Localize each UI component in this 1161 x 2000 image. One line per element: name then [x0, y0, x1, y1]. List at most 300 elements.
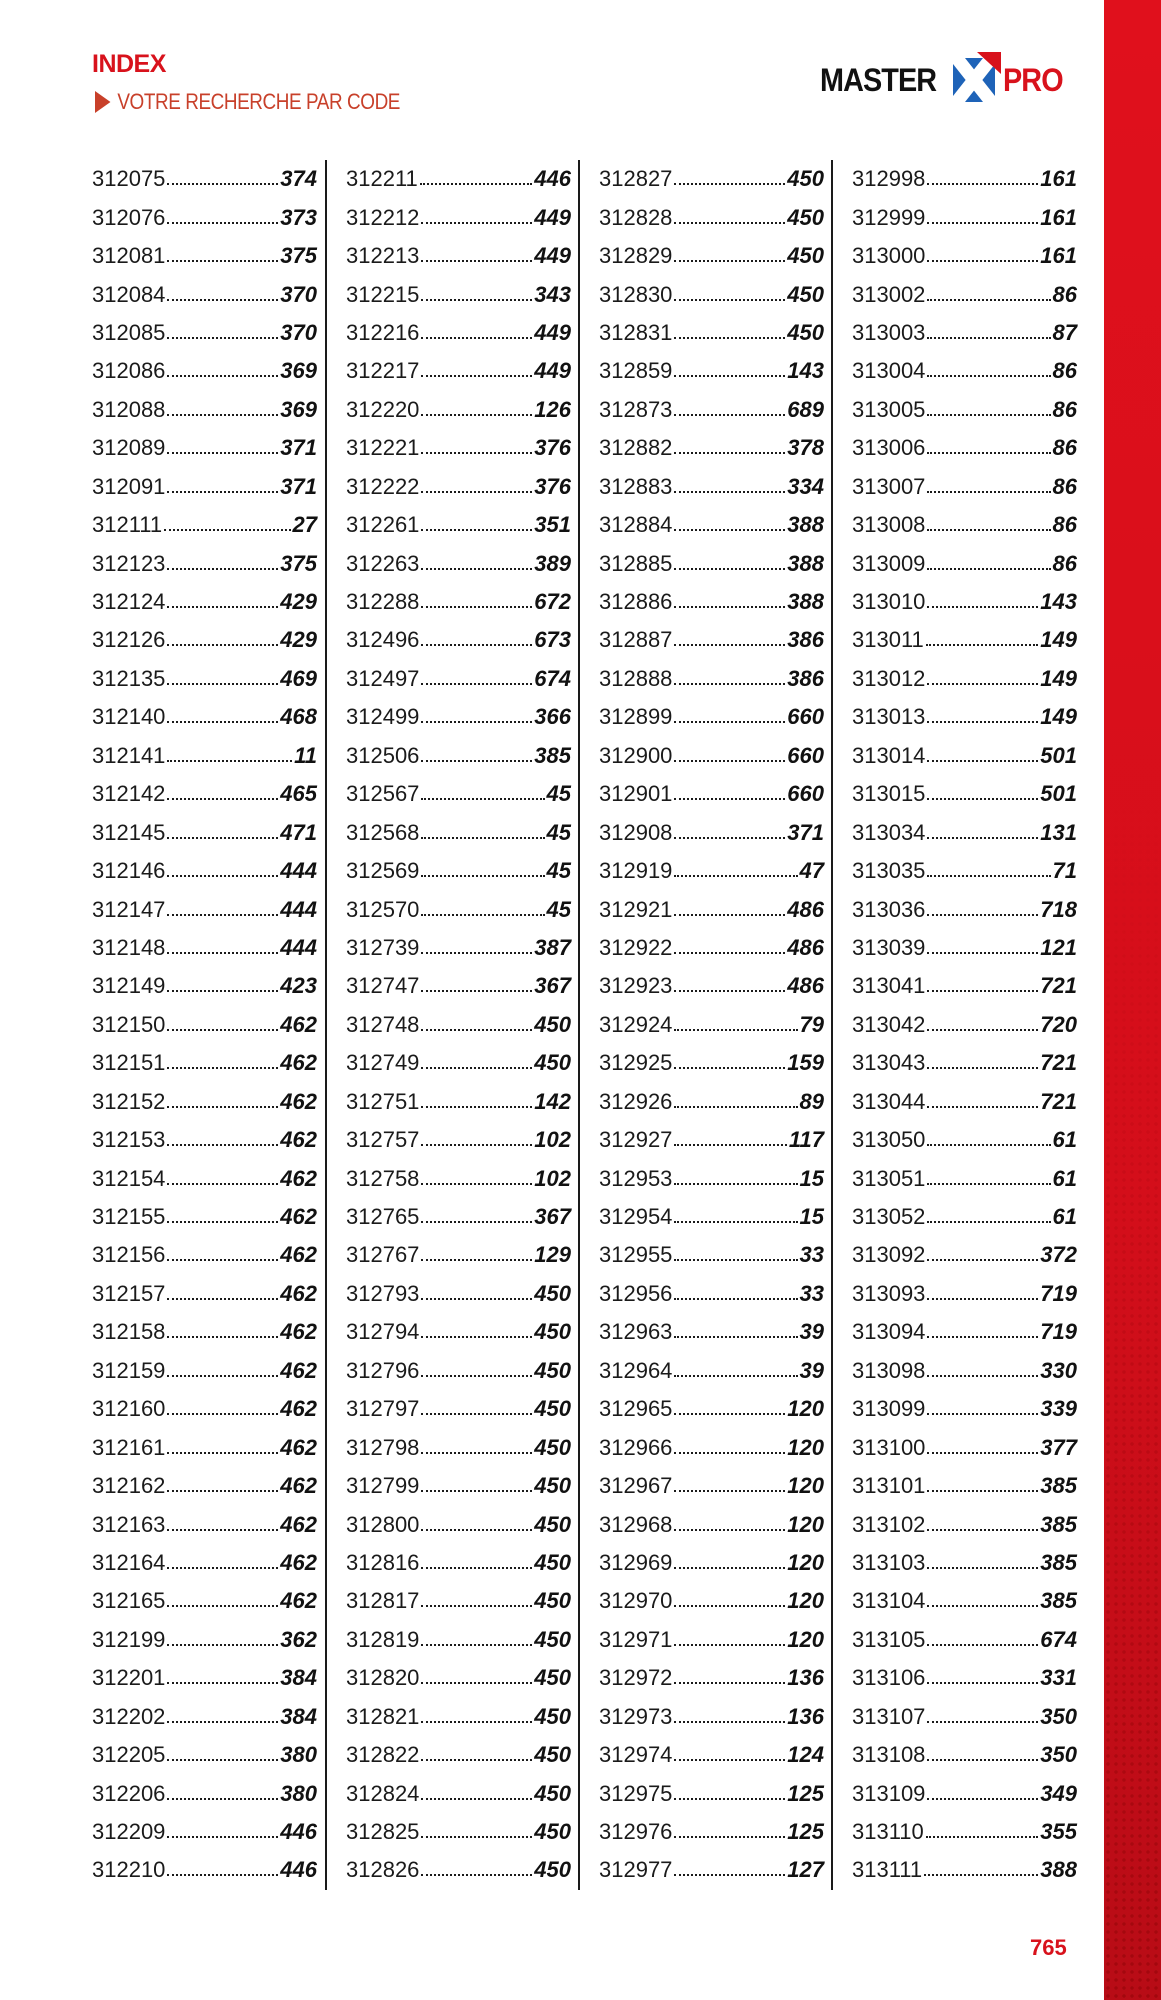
page-reference: 389 [534, 550, 571, 576]
product-code: 312967 [599, 1473, 673, 1499]
page-reference: 120 [787, 1588, 824, 1614]
page-reference: 449 [534, 204, 571, 230]
index-entry [92, 1121, 317, 1159]
dot-leader [927, 1798, 1038, 1800]
dot-leader [167, 721, 278, 723]
product-code: 313012 [852, 665, 926, 691]
index-entry [599, 775, 824, 813]
product-code: 312899 [599, 704, 673, 730]
dot-leader [167, 875, 278, 877]
index-entry [599, 852, 824, 890]
dot-leader [167, 644, 278, 646]
page-reference: 375 [280, 243, 317, 269]
product-code: 312263 [346, 550, 420, 576]
product-code: 313098 [852, 1357, 926, 1383]
product-code: 312209 [92, 1819, 166, 1845]
product-code: 313006 [852, 435, 926, 461]
index-entry [346, 1736, 571, 1774]
page-reference: 660 [787, 781, 824, 807]
page-reference: 450 [534, 1780, 571, 1806]
dot-leader [421, 337, 532, 339]
dot-leader [421, 1067, 532, 1069]
product-code: 312767 [346, 1242, 420, 1268]
product-code: 312081 [92, 243, 166, 269]
page-reference: 39 [799, 1319, 824, 1345]
page-reference: 450 [534, 1626, 571, 1652]
page-reference: 450 [534, 1742, 571, 1768]
dot-leader [674, 990, 785, 992]
page-reference: 378 [787, 435, 824, 461]
product-code: 312086 [92, 358, 166, 384]
page-reference: 334 [787, 473, 824, 499]
index-entry [852, 1083, 1077, 1121]
product-code: 312124 [92, 589, 166, 615]
product-code: 312084 [92, 281, 166, 307]
product-code: 313015 [852, 781, 926, 807]
page-reference: 371 [280, 435, 317, 461]
product-code: 312163 [92, 1511, 166, 1537]
page-reference: 124 [787, 1742, 824, 1768]
index-entry [92, 1774, 317, 1812]
page-reference: 385 [1040, 1511, 1077, 1537]
index-entry [852, 852, 1077, 890]
page-reference: 721 [1040, 973, 1077, 999]
dot-leader [421, 1682, 532, 1684]
product-code: 312972 [599, 1665, 673, 1691]
product-code: 312215 [346, 281, 420, 307]
page-reference: 386 [787, 627, 824, 653]
dot-leader [421, 1144, 532, 1146]
index-entry [346, 1236, 571, 1274]
dot-leader [674, 1644, 785, 1646]
product-code: 312206 [92, 1780, 166, 1806]
dot-leader [421, 837, 544, 839]
product-code: 312966 [599, 1434, 673, 1460]
dot-leader [421, 1106, 532, 1108]
product-code: 312999 [852, 204, 926, 230]
index-entry [346, 352, 571, 390]
dot-leader [674, 1144, 787, 1146]
index-entry [599, 1505, 824, 1543]
product-code: 313004 [852, 358, 926, 384]
product-code: 313108 [852, 1742, 926, 1768]
page-reference: 388 [1040, 1857, 1077, 1883]
product-code: 312821 [346, 1703, 420, 1729]
index-entry [852, 813, 1077, 851]
index-entry [852, 544, 1077, 582]
index-entry [346, 1006, 571, 1044]
page-reference: 380 [280, 1780, 317, 1806]
index-entry [852, 621, 1077, 659]
page-reference: 449 [534, 319, 571, 345]
page-reference: 86 [1052, 473, 1077, 499]
dot-leader [421, 1413, 532, 1415]
page-reference: 462 [280, 1127, 317, 1153]
index-entry [346, 737, 571, 775]
dot-leader [927, 1567, 1038, 1569]
index-entry [852, 314, 1077, 352]
product-code: 312873 [599, 396, 673, 422]
dot-leader [421, 1221, 532, 1223]
index-entry [599, 468, 824, 506]
dot-leader [674, 183, 785, 185]
product-code: 312963 [599, 1319, 673, 1345]
product-code: 313104 [852, 1588, 926, 1614]
product-code: 312149 [92, 973, 166, 999]
index-entry [852, 1236, 1077, 1274]
dot-leader [421, 1836, 532, 1838]
product-code: 312922 [599, 934, 673, 960]
page-reference: 45 [546, 858, 571, 884]
dot-leader [421, 952, 532, 954]
page-title: INDEX [92, 50, 166, 78]
product-code: 312499 [346, 704, 420, 730]
index-entry [346, 275, 571, 313]
product-code: 312796 [346, 1357, 420, 1383]
page-reference: 136 [787, 1665, 824, 1691]
product-code: 312123 [92, 550, 166, 576]
product-code: 313102 [852, 1511, 926, 1537]
page-reference: 331 [1040, 1665, 1077, 1691]
page-reference: 61 [1052, 1165, 1077, 1191]
dot-leader [421, 914, 544, 916]
dot-leader [674, 1452, 785, 1454]
product-code: 312151 [92, 1050, 166, 1076]
index-entry [852, 698, 1077, 736]
product-code: 312747 [346, 973, 420, 999]
page-reference: 120 [787, 1549, 824, 1575]
dot-leader [674, 875, 797, 877]
dot-leader [421, 1567, 532, 1569]
dot-leader [167, 1144, 278, 1146]
product-code: 312126 [92, 627, 166, 653]
index-table [0, 160, 1100, 1890]
product-code: 312089 [92, 435, 166, 461]
dot-leader [167, 1029, 278, 1031]
dot-leader [927, 606, 1038, 608]
index-entry [599, 1851, 824, 1889]
index-entry [346, 1659, 571, 1697]
index-entry [599, 1582, 824, 1620]
dot-leader [167, 1452, 278, 1454]
index-entry [852, 967, 1077, 1005]
product-code: 313051 [852, 1165, 926, 1191]
dot-leader [421, 1029, 532, 1031]
page-reference: 462 [280, 1319, 317, 1345]
product-code: 313043 [852, 1050, 926, 1076]
index-entry [92, 1736, 317, 1774]
page-reference: 11 [294, 742, 317, 768]
dot-leader [167, 1529, 278, 1531]
index-entry [92, 544, 317, 582]
index-entry [852, 352, 1077, 390]
index-entry [346, 1159, 571, 1197]
dot-leader [421, 491, 532, 493]
product-code: 313111 [852, 1857, 923, 1883]
subtitle-text: VOTRE RECHERCHE PAR CODE [117, 89, 400, 114]
dot-leader [167, 1567, 278, 1569]
dot-leader [421, 875, 544, 877]
product-code: 313039 [852, 934, 926, 960]
dot-leader [167, 1106, 278, 1108]
index-entry [92, 429, 317, 467]
product-code: 313103 [852, 1549, 926, 1575]
product-code: 312155 [92, 1204, 166, 1230]
dot-leader [674, 721, 785, 723]
index-entry [599, 1428, 824, 1466]
index-entry [599, 275, 824, 313]
page-reference: 125 [787, 1780, 824, 1806]
index-entry [599, 737, 824, 775]
page-reference: 369 [280, 396, 317, 422]
product-code: 312799 [346, 1473, 420, 1499]
page-reference: 380 [280, 1742, 317, 1768]
page-reference: 120 [787, 1396, 824, 1422]
index-entry [599, 1774, 824, 1812]
page-reference: 462 [280, 1242, 317, 1268]
dot-leader [167, 683, 278, 685]
index-column-4 [852, 160, 1077, 1890]
page-reference: 660 [787, 704, 824, 730]
product-code: 313005 [852, 396, 926, 422]
page-reference: 444 [280, 934, 317, 960]
dot-leader [674, 1490, 785, 1492]
dot-leader [167, 1605, 278, 1607]
index-entry [852, 1467, 1077, 1505]
product-code: 312888 [599, 665, 673, 691]
page-reference: 468 [280, 704, 317, 730]
dot-leader [927, 337, 1050, 339]
page-reference: 462 [280, 1280, 317, 1306]
product-code: 312825 [346, 1819, 420, 1845]
index-entry [92, 1467, 317, 1505]
index-entry [852, 660, 1077, 698]
product-code: 312908 [599, 819, 673, 845]
dot-leader [674, 1106, 797, 1108]
index-column-3 [599, 160, 824, 1890]
page-reference: 444 [280, 858, 317, 884]
index-entry [599, 1121, 824, 1159]
dot-leader [167, 1490, 278, 1492]
product-code: 312976 [599, 1819, 673, 1845]
dot-leader [927, 414, 1050, 416]
index-entry [599, 1813, 824, 1851]
page-reference: 86 [1052, 550, 1077, 576]
page-reference: 384 [280, 1665, 317, 1691]
dot-leader [167, 1259, 278, 1261]
page-reference: 450 [787, 166, 824, 192]
dot-leader [167, 452, 278, 454]
index-entry [599, 583, 824, 621]
page-reference: 429 [280, 589, 317, 615]
page-reference: 462 [280, 1434, 317, 1460]
product-code: 312076 [92, 204, 166, 230]
product-code: 312220 [346, 396, 420, 422]
index-entry [92, 583, 317, 621]
page-reference: 367 [534, 1204, 571, 1230]
index-entry [92, 391, 317, 429]
dot-leader [167, 1183, 278, 1185]
dot-leader [167, 1874, 278, 1876]
dot-leader [421, 1529, 532, 1531]
dot-leader [674, 1298, 797, 1300]
dot-leader [167, 1644, 278, 1646]
page-reference: 674 [1040, 1626, 1077, 1652]
dot-leader [927, 837, 1038, 839]
product-code: 312212 [346, 204, 420, 230]
product-code: 312160 [92, 1396, 166, 1422]
page-reference: 87 [1052, 319, 1077, 345]
product-code: 312739 [346, 934, 420, 960]
page-reference: 47 [799, 858, 824, 884]
dot-leader [927, 1221, 1050, 1223]
dot-leader [167, 1298, 278, 1300]
index-entry [346, 314, 571, 352]
page-reference: 33 [799, 1242, 824, 1268]
page-reference: 367 [534, 973, 571, 999]
page-reference: 450 [534, 1588, 571, 1614]
index-entry [92, 160, 317, 198]
dot-leader [674, 1759, 785, 1761]
index-entry [92, 775, 317, 813]
dot-leader [167, 1067, 278, 1069]
product-code: 312800 [346, 1511, 420, 1537]
index-entry [92, 1083, 317, 1121]
dot-leader [167, 798, 278, 800]
index-entry [346, 1467, 571, 1505]
product-code: 312288 [346, 589, 420, 615]
index-entry [599, 1544, 824, 1582]
dot-leader [167, 990, 278, 992]
page-reference: 450 [534, 1665, 571, 1691]
index-entry [346, 1198, 571, 1236]
dot-leader [927, 1298, 1038, 1300]
page-reference: 370 [280, 319, 317, 345]
dot-leader [421, 1452, 532, 1454]
index-entry [852, 1390, 1077, 1428]
index-entry [599, 506, 824, 544]
product-code: 312955 [599, 1242, 673, 1268]
index-entry [599, 1467, 824, 1505]
dot-leader [674, 1682, 785, 1684]
index-entry [852, 1198, 1077, 1236]
product-code: 312165 [92, 1588, 166, 1614]
page-reference: 102 [534, 1165, 571, 1191]
product-code: 312217 [346, 358, 420, 384]
column-divider [325, 160, 327, 1890]
product-code: 312797 [346, 1396, 420, 1422]
page-reference: 343 [534, 281, 571, 307]
page-reference: 462 [280, 1011, 317, 1037]
index-entry [852, 1698, 1077, 1736]
page-reference: 446 [280, 1819, 317, 1845]
dot-leader [421, 1336, 532, 1338]
product-code: 312202 [92, 1703, 166, 1729]
product-code: 312140 [92, 704, 166, 730]
page-reference: 161 [1040, 243, 1077, 269]
index-entry [599, 429, 824, 467]
dot-leader [167, 491, 278, 493]
product-code: 312859 [599, 358, 673, 384]
index-entry [599, 890, 824, 928]
product-code: 312153 [92, 1127, 166, 1153]
product-code: 312964 [599, 1357, 673, 1383]
page-reference: 120 [787, 1626, 824, 1652]
dot-leader [674, 1798, 785, 1800]
dot-leader [927, 222, 1038, 224]
index-entry [92, 737, 317, 775]
page-reference: 142 [534, 1088, 571, 1114]
page-reference: 462 [280, 1357, 317, 1383]
product-code: 312794 [346, 1319, 420, 1345]
dot-leader [674, 222, 785, 224]
index-entry [346, 1313, 571, 1351]
product-code: 312161 [92, 1434, 166, 1460]
index-entry [599, 237, 824, 275]
product-code: 313036 [852, 896, 926, 922]
index-entry [346, 160, 571, 198]
dot-leader [674, 644, 785, 646]
index-entry [92, 352, 317, 390]
page-reference: 501 [1040, 781, 1077, 807]
product-code: 312954 [599, 1204, 673, 1230]
product-code: 312221 [346, 435, 420, 461]
page-reference: 486 [787, 896, 824, 922]
logo-master-text: MASTER [820, 61, 937, 98]
page-reference: 387 [534, 934, 571, 960]
product-code: 312969 [599, 1549, 673, 1575]
dot-leader [927, 683, 1038, 685]
product-code: 312925 [599, 1050, 673, 1076]
dot-leader [421, 1759, 532, 1761]
index-entry [599, 1621, 824, 1659]
product-code: 312975 [599, 1780, 673, 1806]
index-entry [92, 852, 317, 890]
page-reference: 388 [787, 512, 824, 538]
product-code: 312953 [599, 1165, 673, 1191]
product-code: 313034 [852, 819, 926, 845]
product-code: 312819 [346, 1626, 420, 1652]
side-accent-bar [1104, 0, 1161, 2000]
dot-leader [927, 568, 1050, 570]
index-entry [852, 890, 1077, 928]
product-code: 312798 [346, 1434, 420, 1460]
product-code: 312141 [92, 742, 166, 768]
product-code: 312135 [92, 665, 166, 691]
index-entry [599, 1159, 824, 1197]
dot-leader [927, 1144, 1050, 1146]
index-entry [92, 1851, 317, 1889]
index-entry [599, 967, 824, 1005]
index-entry [346, 852, 571, 890]
index-entry [599, 352, 824, 390]
product-code: 312222 [346, 473, 420, 499]
dot-leader [421, 1375, 532, 1377]
dot-leader [421, 606, 532, 608]
index-entry [852, 1121, 1077, 1159]
product-code: 312793 [346, 1280, 420, 1306]
product-code: 312569 [346, 858, 420, 884]
dot-leader [167, 375, 278, 377]
index-entry [92, 1390, 317, 1428]
index-entry [92, 1428, 317, 1466]
product-code: 312827 [599, 166, 673, 192]
dot-leader [674, 337, 785, 339]
page-reference: 719 [1040, 1319, 1077, 1345]
dot-leader [674, 1529, 785, 1531]
product-code: 312157 [92, 1280, 166, 1306]
page-reference: 71 [1052, 858, 1077, 884]
